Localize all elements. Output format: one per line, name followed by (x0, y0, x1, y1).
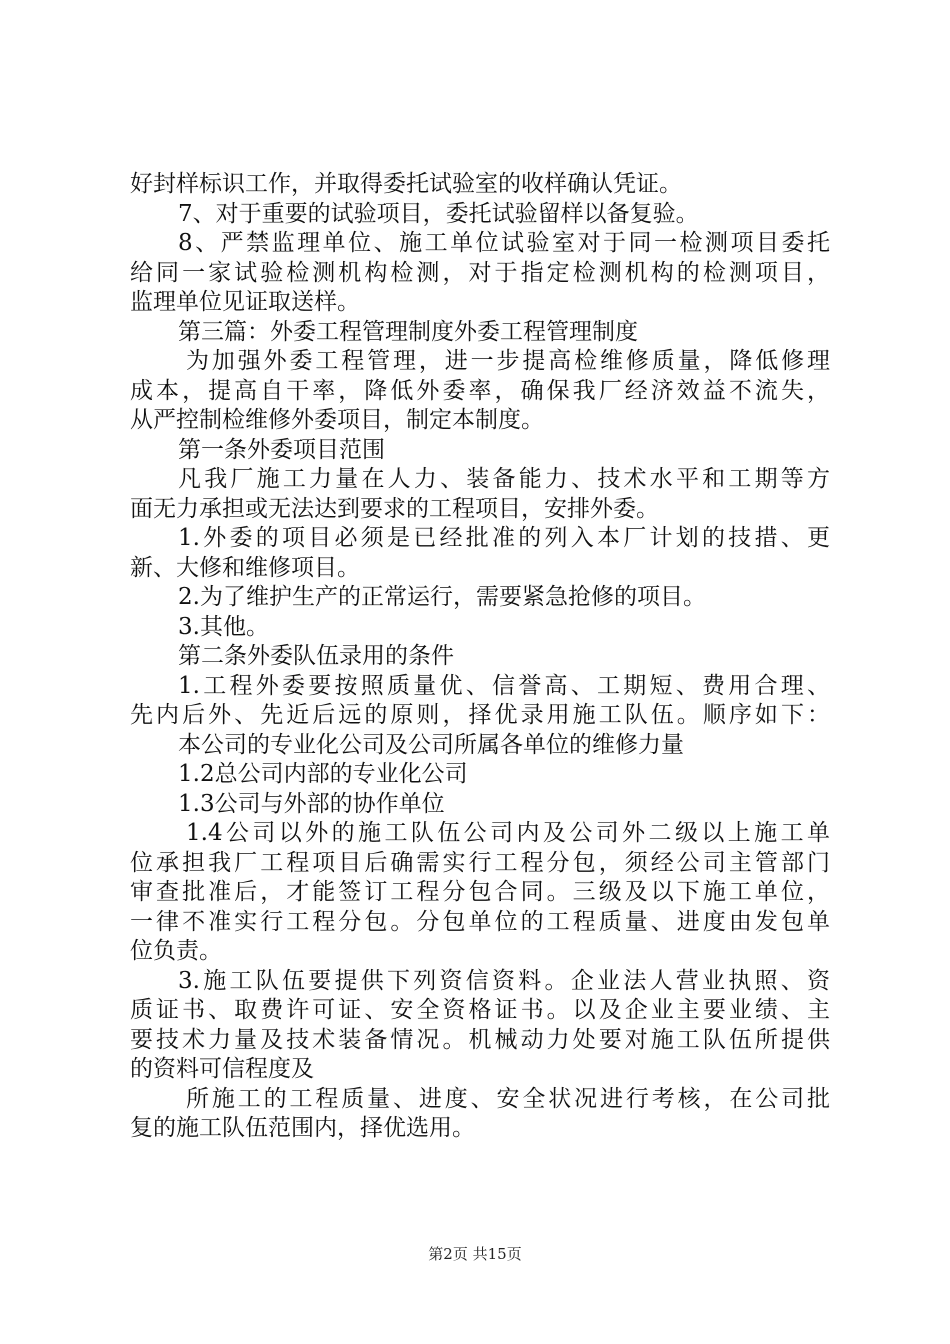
paragraph-line: 1.3公司与外部的协作单位 (178, 790, 445, 817)
paragraph-line: 一律不准实行工程分包。分包单位的工程质量、进度由发包单 (130, 908, 830, 935)
paragraph-line: 质证书、取费许可证、安全资格证书。以及企业主要业绩、主 (130, 997, 830, 1023)
paragraph-line: 成本，提高自干率，降低外委率，确保我厂经济效益不流失， (130, 377, 830, 404)
paragraph-line: 为加强外委工程管理，进一步提高检维修质量，降低修理 (186, 348, 830, 374)
paragraph-line: 新、大修和维修项目。 (130, 554, 360, 581)
paragraph-line: 的资料可信程度及 (130, 1056, 314, 1082)
paragraph-line: 复的施工队伍范围内，择优选用。 (130, 1115, 475, 1141)
paragraph-line: 1.外委的项目必须是已经批准的列入本厂计划的技措、更 (178, 525, 830, 551)
section-heading: 第三篇：外委工程管理制度外委工程管理制度 (178, 318, 638, 345)
document-body (130, 170, 830, 1144)
paragraph-line: 监理单位见证取送样。 (130, 289, 360, 315)
paragraph-line: 2.为了维护生产的正常运行，需要紧急抢修的项目。 (178, 584, 706, 610)
paragraph-line: 先内后外、先近后远的原则，择优录用施工队伍。顺序如下： (130, 702, 830, 728)
paragraph-line: 从严控制检维修外委项目，制定本制度。 (130, 407, 544, 433)
paragraph-line: 审查批准后，才能签订工程分包合同。三级及以下施工单位， (130, 879, 830, 905)
paragraph-line: 给同一家试验检测机构检测，对于指定检测机构的检测项目， (130, 259, 830, 286)
paragraph-line: 8、严禁监理单位、施工单位试验室对于同一检测项目委托 (178, 230, 830, 256)
paragraph-line: 凡我厂施工力量在人力、装备能力、技术水平和工期等方 (178, 466, 830, 492)
paragraph-line: 1.工程外委要按照质量优、信誉高、工期短、费用合理、 (178, 672, 830, 699)
section-heading: 第二条外委队伍录用的条件 (178, 643, 454, 669)
paragraph-line: 所施工的工程质量、进度、安全状况进行考核，在公司批 (186, 1085, 830, 1112)
paragraph-line: 1.4公司以外的施工队伍公司内及公司外二级以上施工单 (186, 820, 830, 846)
paragraph-line: 1.2总公司内部的专业化公司 (178, 761, 468, 787)
paragraph-line: 7、对于重要的试验项目，委托试验留样以备复验。 (178, 200, 699, 227)
paragraph-line: 好封样标识工作，并取得委托试验室的收样确认凭证。 (130, 171, 682, 197)
paragraph-line: 要技术力量及技术装备情况。机械动力处要对施工队伍所提供 (130, 1026, 830, 1053)
paragraph-line: 本公司的专业化公司及公司所属各单位的维修力量 (178, 731, 684, 758)
paragraph-line: 位承担我厂工程项目后确需实行工程分包，须经公司主管部门 (130, 849, 830, 876)
paragraph-line: 面无力承担或无法达到要求的工程项目，安排外委。 (130, 495, 659, 522)
paragraph-line: 位负责。 (130, 938, 222, 964)
paragraph-line: 3.其他。 (178, 613, 269, 640)
paragraph-line: 3.施工队伍要提供下列资信资料。企业法人营业执照、资 (178, 967, 830, 994)
page-number-footer: 第2页 共15页 (428, 1245, 522, 1263)
section-heading: 第一条外委项目范围 (178, 436, 385, 463)
